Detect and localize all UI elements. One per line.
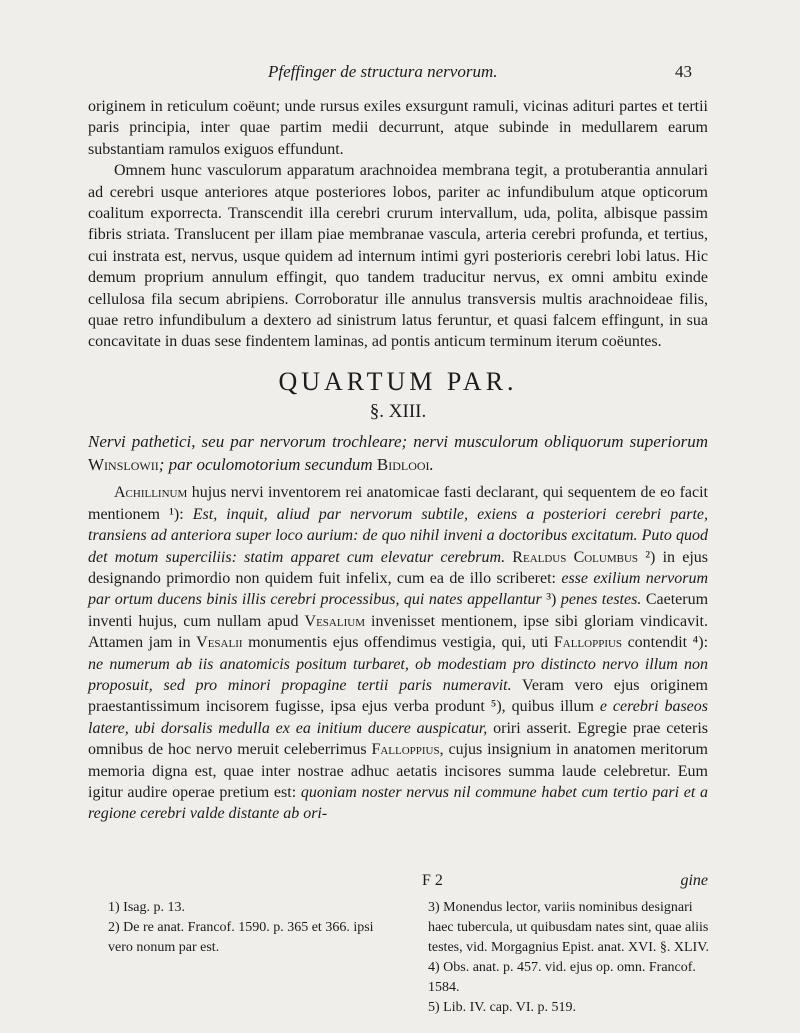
paragraph-continuation: originem in reticulum coëunt; unde rursus exiles exsurgunt ramuli, vicinas adituri partes et tertii paris principia, inter quae partim medii decurrunt, atque subinde in medullarem earum substantiam ramulos exiguos effundunt. [88,98,708,158]
page-header [0,62,800,86]
text-segment: ³) [541,591,561,609]
name-achillinum: Achillinum [114,484,188,502]
running-title: Pfeffinger de structura nervorum. [268,62,498,81]
catchword: gine [680,872,708,889]
name-falloppius: Falloppius [553,634,623,652]
signature-mark: F 2 [422,872,443,889]
section-title: QUARTUM PAR. [278,366,518,396]
footnotes-right-column [428,898,718,1018]
footnote-1: 1) Isag. p. 13. [108,900,185,915]
text-segment: monumentis ejus offendimus vestigia, qui, uti [242,634,554,652]
quote-vesalius: e cerebri baseos latere, ubi dorsalis medulla ex ea initium ducere auspicatur, [88,698,708,737]
nerve-title-name1: Winslowii [88,455,159,475]
quote-columbus: esse exilium nervorum par ortum ducens binis illis cerebri processibus, qui nates appellantur [88,569,708,609]
text-segment: hujus nervi inventorem rei anatomicae fasti declarant, qui sequentem de eo facit mentionem ¹): [88,484,708,523]
text-segment: , cujus insignium in anatomen meritorum memoria digna est, quae inter nostrae adhuc aetatis incisores summa laude celebretur. Eum igitur audire operae pretium est: [88,741,708,801]
page-body [88,96,708,825]
footnote-2: 2) De re anat. Francof. 1590. p. 365 et 366. ipsi vero nonum par est. [108,920,374,955]
nerve-title-part2: ; par oculomotorium secundum [158,455,373,475]
text-segment: ²) in ejus designando primordio non quidem fuit infelix, cum ea de illo scriberet: [88,548,709,587]
footnote-3: 3) Monendus lector, variis nominibus designari haec tubercula, ut quibusdam nates sint, quae aliis testes, vid. Morgagnius Epist. anat. XVI. §. XLIV. [428,900,710,955]
text-segment: Veram vero ejus originem praestantissimum incisorem fugisse, ipsa ejus verba produnt ⁵), quibus illum [88,676,708,716]
name-vesalium: Vesalium [304,612,365,630]
quote-achillinum: Est, inquit, aliud par nervorum subtile, exiens a posteriori cerebri parte, transiens ad anteriora super loco aurium: de quo nihil inveni a doctoribus excitatum. Puto quod det motum superciliis: statim apparet cum elevatur cerebrum. [88,505,709,566]
nerve-title-name2: Bidlooi [376,455,430,475]
footnote-5: 5) Lib. IV. cap. VI. p. 519. [428,1000,577,1015]
name-falloppius-2: Falloppius [371,741,440,759]
page-number: 43 [675,62,692,81]
name-columbus: Realdus Columbus [512,548,639,566]
nerve-title [88,430,708,476]
footnotes-left-column [108,898,400,958]
text-segment: contendit ⁴): [622,634,709,652]
section-number: §. XIII. [369,400,427,422]
name-vesalii: Vesalii [196,634,243,652]
paragraph-arachnoidea: Omnem hunc vasculorum apparatum arachnoidea membrana tegit, a protuberantia annulari ad cerebri usque anteriores atque posteriores lobos, pariter ac infundibulum atque opticorum coalitum exporrecta. Transcendit illa cerebri crurum intervallum, uda, polita, albisque passim fibris striata. Translucent per illam piae membranae vascula, arteria cerebri profunda, et tertius, cui instrata est, nervus, usque quidem ad internum intimi gyri posterioris cerebri lobi latus. Hic demum proprium annulum effingit, quo tandem traducitur nervus, ex omni ambitu exinde cellulosa fila secum abripiens. Corroboratur ille annulus transversis multis arachnoideae filis, quae retro infundibulum a dextero ad sinistrum latus feruntur, et quasi falcem effingunt, in sua concavitate in duas sese findentem laminas, ad pontis anticum terminum iterum coëuntes. [88,162,708,351]
nerve-title-part1: Nervi pathetici, seu par nervorum trochleare; nervi musculorum obliquorum superiorum [88,432,708,452]
quote-falloppius: ne numerum ab iis anatomicis positum turbaret, ob modestiam pro distincto nervo illum non proposuit, sed pro minori propagine tertii paris numeravit. [88,655,708,694]
text-segment: invenisset mentionem, ipse sibi gloriam vindicavit. Attamen jam in [88,612,708,652]
quote-testes: penes testes. [560,591,642,609]
quote-falloppius-2: quoniam noster nervus nil commune habet cum tertio pari et a regione cerebri valde distante ab ori- [88,783,708,823]
footnote-4: 4) Obs. anat. p. 457. vid. ejus op. omn. Francof. 1584. [428,960,696,995]
paragraph-history [88,482,708,825]
text-segment: Caeterum inventi hujus, cum nullam apud [88,591,709,630]
nerve-title-end: . [429,455,434,475]
text-segment: oriri asserit. Egregie prae ceteris omnibus de hoc nervo meruit celeberrimus [88,719,708,759]
